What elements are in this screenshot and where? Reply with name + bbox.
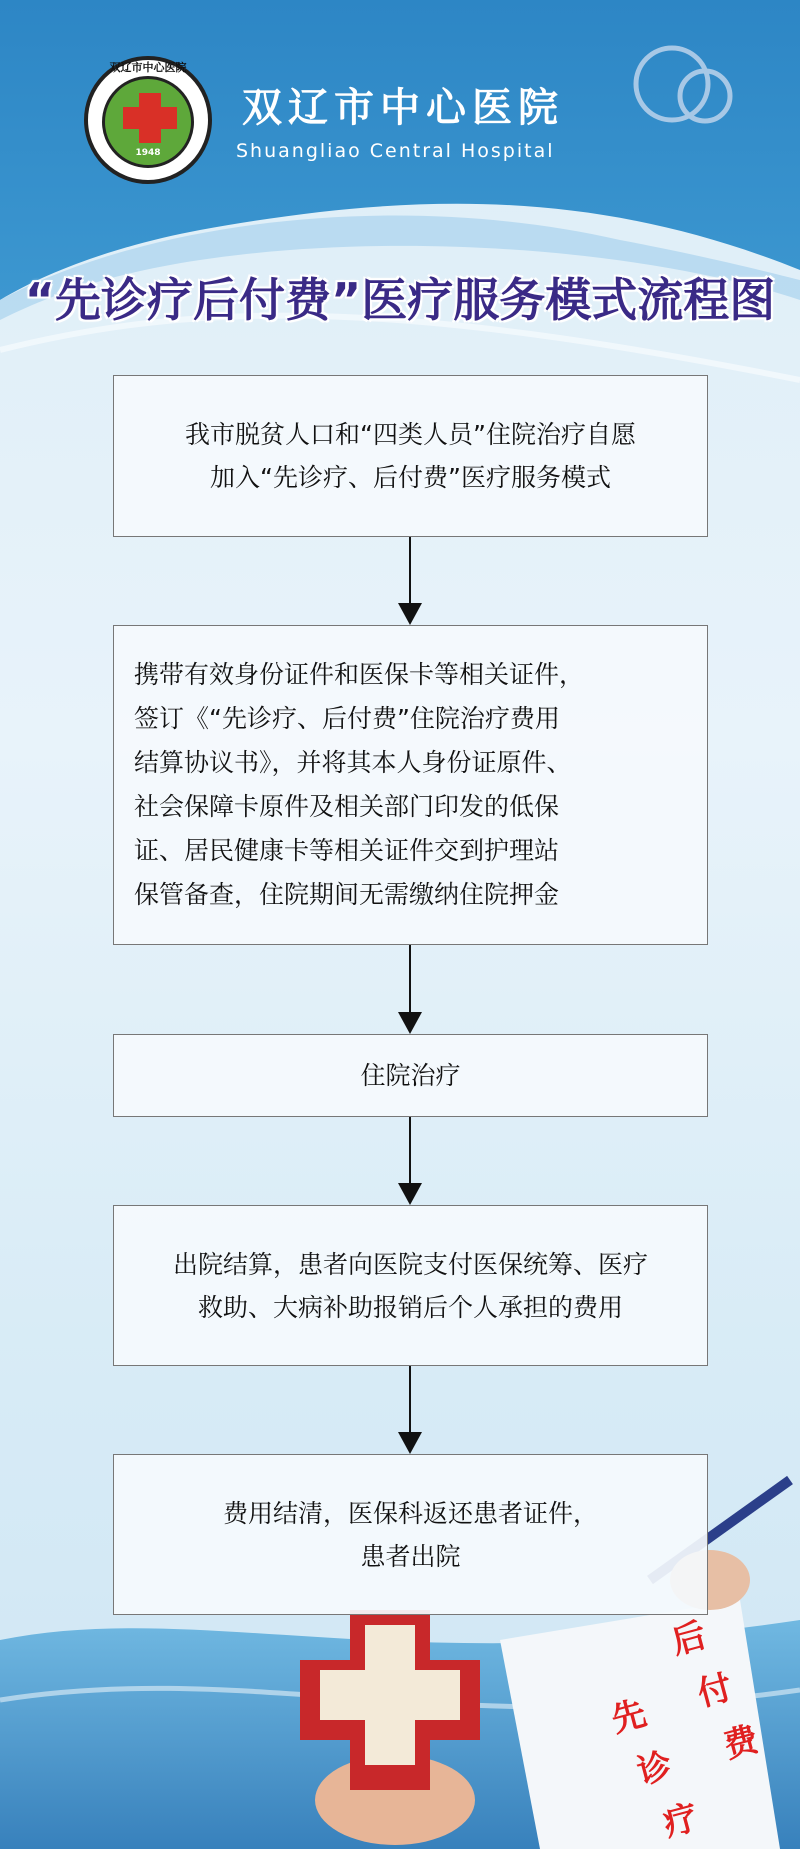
flow-step-5 xyxy=(113,1454,708,1615)
step-text: 签订《“先诊疗、后付费”住院治疗费用 xyxy=(134,704,560,733)
step-text: 结算协议书》，并将其本人身份证原件、 xyxy=(134,748,572,777)
step-text: 费用结清，医保科返还患者证件， xyxy=(222,1498,598,1528)
step-text: 证、居民健康卡等相关证件交到护理站 xyxy=(134,836,560,865)
flow-step-1 xyxy=(113,375,708,537)
step-text: 患者出院 xyxy=(360,1541,461,1571)
flow-step-2 xyxy=(113,625,708,945)
stamp-char: 疗 xyxy=(659,1797,703,1845)
flow-connector xyxy=(409,1117,411,1183)
flow-connector xyxy=(409,537,411,603)
step-text: 加入“先诊疗、后付费”医疗服务模式 xyxy=(210,463,611,492)
hospital-name: 双辽市中心医院 xyxy=(242,85,564,131)
flow-connector xyxy=(409,945,411,1012)
page-title: “先诊疗后付费”医疗服务模式流程图 xyxy=(24,273,776,327)
step-text: 携带有效身份证件和医保卡等相关证件， xyxy=(134,660,585,689)
stamp-char: 付 xyxy=(693,1667,737,1715)
arrow-down-icon xyxy=(398,603,422,625)
step-text: 保管备查，住院期间无需缴纳住院押金 xyxy=(134,880,560,909)
step-text: 社会保障卡原件及相关部门印发的低保 xyxy=(134,792,560,821)
arrow-down-icon xyxy=(398,1012,422,1034)
arrow-down-icon xyxy=(398,1432,422,1454)
flow-step-4 xyxy=(113,1205,708,1366)
stamp-char: 诊 xyxy=(633,1745,677,1793)
flow-step-3 xyxy=(113,1034,708,1117)
step-text: 救助、大病补助报销后个人承担的费用 xyxy=(197,1292,623,1322)
logo-cross-icon xyxy=(123,107,177,129)
hospital-logo xyxy=(84,56,212,184)
logo-year: 1948 xyxy=(135,148,161,158)
step-text: 我市脱贫人口和“四类人员”住院治疗自愿 xyxy=(185,420,636,449)
stamp-char: 费 xyxy=(719,1719,763,1767)
logo-ring-text: 双辽市中心医院 xyxy=(109,61,187,74)
logo-emblem xyxy=(102,76,194,168)
step-text: 住院治疗 xyxy=(360,1061,461,1090)
stamp-char: 先 xyxy=(607,1693,651,1741)
flow-connector xyxy=(409,1366,411,1432)
step-text: 出院结算，患者向医院支付医保统筹、医疗 xyxy=(172,1249,648,1279)
arrow-down-icon xyxy=(398,1183,422,1205)
hospital-name-en: Shuangliao Central Hospital xyxy=(236,140,555,162)
stamp-char: 后 xyxy=(667,1615,711,1663)
